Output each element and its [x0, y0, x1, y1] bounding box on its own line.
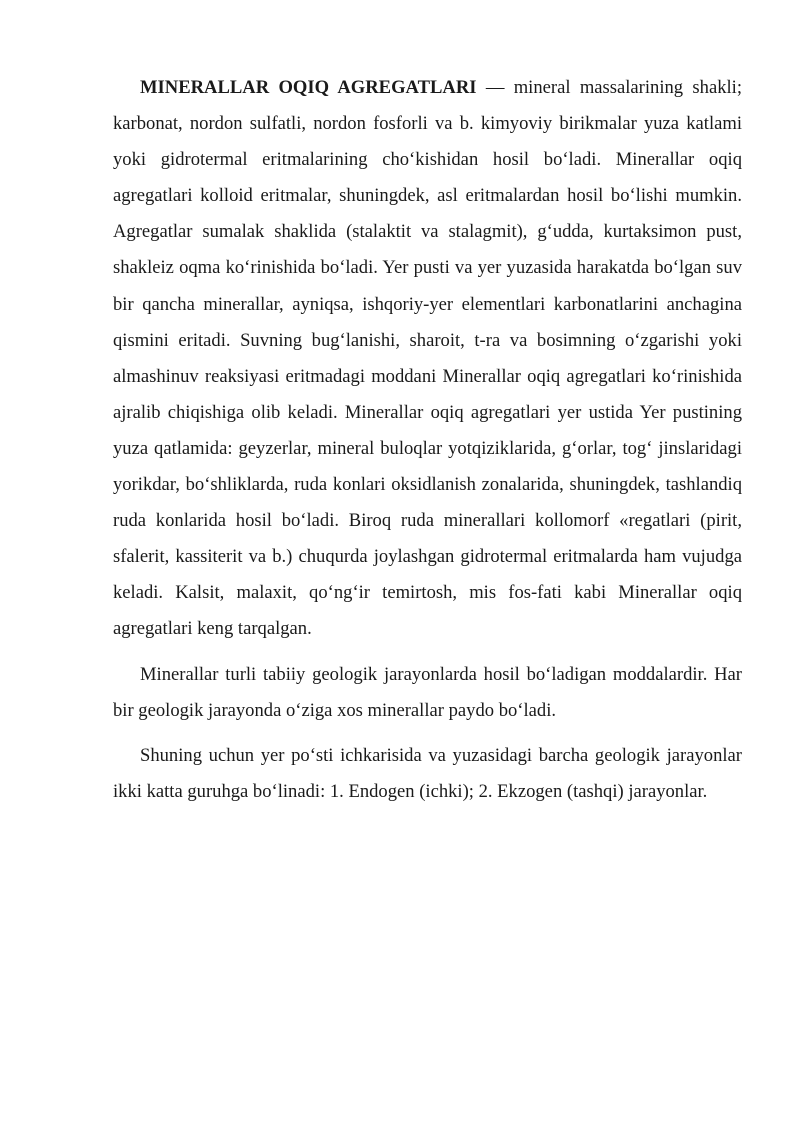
document-page: [113, 70, 742, 819]
paragraph-minerals: [113, 657, 742, 729]
paragraph-text: — mineral massalarining shakli; karbonat, nordon sulfatli, nordon fosforli va b. kimyoviy birikmalar yuza katlami yoki gidrotermal eritmalarining cho‘kishidan hosil bo‘ladi. Minerallar oqiq agregatlari kolloid eritmalar, shuningdek, asl eritmalardan hosil bo‘lishi mumkin. Agregatlar sumalak shaklida (stalaktit va stalagmit), g‘udda, kurtaksimon pust, shakleiz oqma ko‘rinishida bo‘ladi. Yer pusti va yer yuzasida harakatda bo‘lgan suv bir qancha minerallar, ayniqsa, ishqoriy-yer elementlari karbonatlarini anchagina qismini eritadi. Suvning bug‘lanishi, sharoit, t-ra va bosimning o‘zgarishi yoki almashinuv reaksiyasi eritmadagi moddani Minerallar oqiq agregatlari ko‘rinishida ajralib chiqishiga olib keladi. Minerallar oqiq agregatlari yer ustida Yer pustining yuza qatlamida: geyzerlar, mineral buloqlar yotqiziklarida, g‘orlar, tog‘ jinslaridagi yorikdar, bo‘shliklarda, ruda konlari oksidlanish zonalarida, shuningdek, tashlandiq ruda konlarida hosil bo‘ladi. Biroq ruda minerallari kollomorf «regatlari (pirit, sfalerit, kassiterit va b.) chuqurda joylashgan gidrotermal eritmalarda ham vujudga keladi. Kalsit, malaxit, qo‘ng‘ir temirtosh, mis fos-fati kabi Minerallar oqiq agregatlari keng tarqalgan.: [113, 77, 742, 640]
paragraph-processes: [113, 738, 742, 810]
paragraph-definition: [113, 70, 742, 648]
paragraph-text: Minerallar turli tabiiy geologik jarayonlarda hosil bo‘ladigan moddalardir. Har bir geologik jarayonda o‘ziga xos minerallar paydo bo‘ladi.: [113, 663, 742, 721]
term-heading: MINERALLAR OQIQ AGREGATLARI: [140, 77, 477, 98]
paragraph-text: Shuning uchun yer po‘sti ichkarisida va yuzasidagi barcha geologik jarayonlar ikki katta guruhga bo‘linadi: 1. Endogen (ichki); 2. Ekzogen (tashqi) jarayonlar.: [113, 744, 742, 802]
